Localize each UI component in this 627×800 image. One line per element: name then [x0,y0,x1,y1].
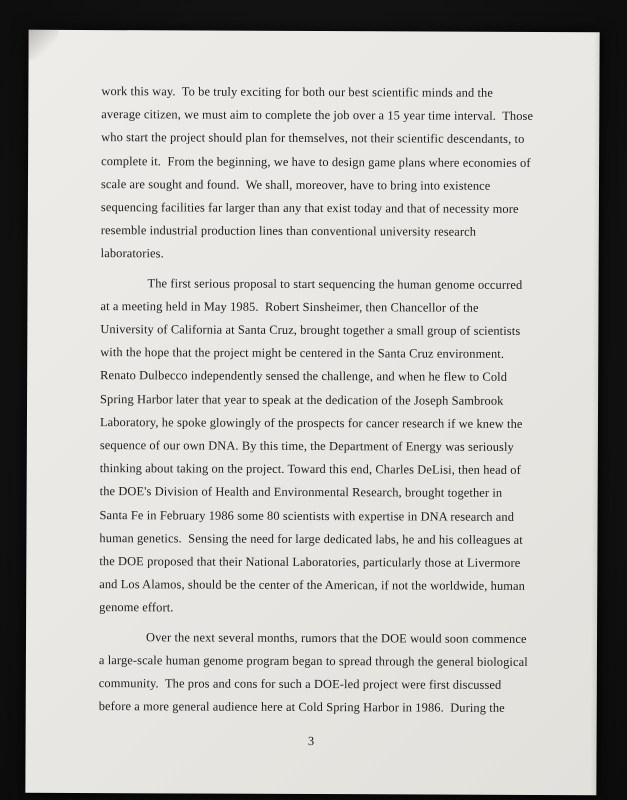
text-line: average citizen, we must aim to complete the job over a 15 year time interval. Those [101,107,534,124]
text-line: work this way. To be truly exciting for both our best scientific minds and the [101,84,494,100]
page-text [99,80,554,720]
text-line: Over the next several months, rumors that the DOE would soon commence [145,629,527,646]
text-line: The first serious proposal to start sequencing the human genome occurred [147,275,523,292]
text-line: the DOE proposed that their National Laboratories, particularly those at Livermore [99,554,521,570]
text-line: thinking about taking on the project. Toward this end, Charles DeLisi, then head of [99,461,521,478]
text-line: at a meeting held in May 1985. Robert Sinsheimer, then Chancellor of the [100,298,479,315]
text-line: laboratories. [100,246,164,261]
text-line: scale are sought and found. We shall, moreover, have to bring into existence [100,176,491,193]
document-page [25,30,599,795]
text-line: human genetics. Sensing the need for large dedicated labs, he and his colleagues at [99,530,523,547]
text-line: complete it. From the beginning, we have to design game plans where economies of [101,153,531,170]
text-line: a large-scale human genome program began to spread through the general biological [98,652,528,669]
paragraph [99,272,553,622]
text-line: genome effort. [99,600,174,615]
text-line: the DOE's Division of Health and Environmental Research, brought together in [99,484,503,501]
text-line: community. The pros and cons for such a DOE-led project were first discussed [98,676,502,692]
text-line: resemble industrial production lines than conventional university research [100,223,477,239]
text-line: Laboratory, he spoke glowingly of the prospects for cancer research if we knew the [99,414,523,431]
text-line: sequencing facilities far larger than any that exist today and that of necessity more [100,200,519,216]
page-number: 3 [307,733,315,749]
text-line: Santa Fe in February 1986 some 80 scientists with expertise in DNA research and [99,507,515,524]
paragraph [101,80,554,268]
text-line: Renato Dulbecco independently sensed the challenge, and when he flew to Cold [100,368,508,385]
text-line: before a more general audience here at Cold Spring Harbor in 1986. During the [98,699,505,716]
text-line: sequence of our own DNA. By this time, the Department of Energy was seriously [99,438,514,454]
text-line: with the hope that the project might be centered in the Santa Cruz environment. [100,345,505,362]
text-line: Spring Harbor later that year to speak at the dedication of the Joseph Sambrook [100,391,504,408]
text-line: and Los Alamos, should be the center of the American, if not the worldwide, human [99,577,526,594]
text-line: University of California at Santa Cruz, brought together a small group of scientists [100,322,521,338]
paragraph [99,626,551,721]
text-line: who start the project should plan for themselves, not their scientific descendants, to [101,130,525,147]
